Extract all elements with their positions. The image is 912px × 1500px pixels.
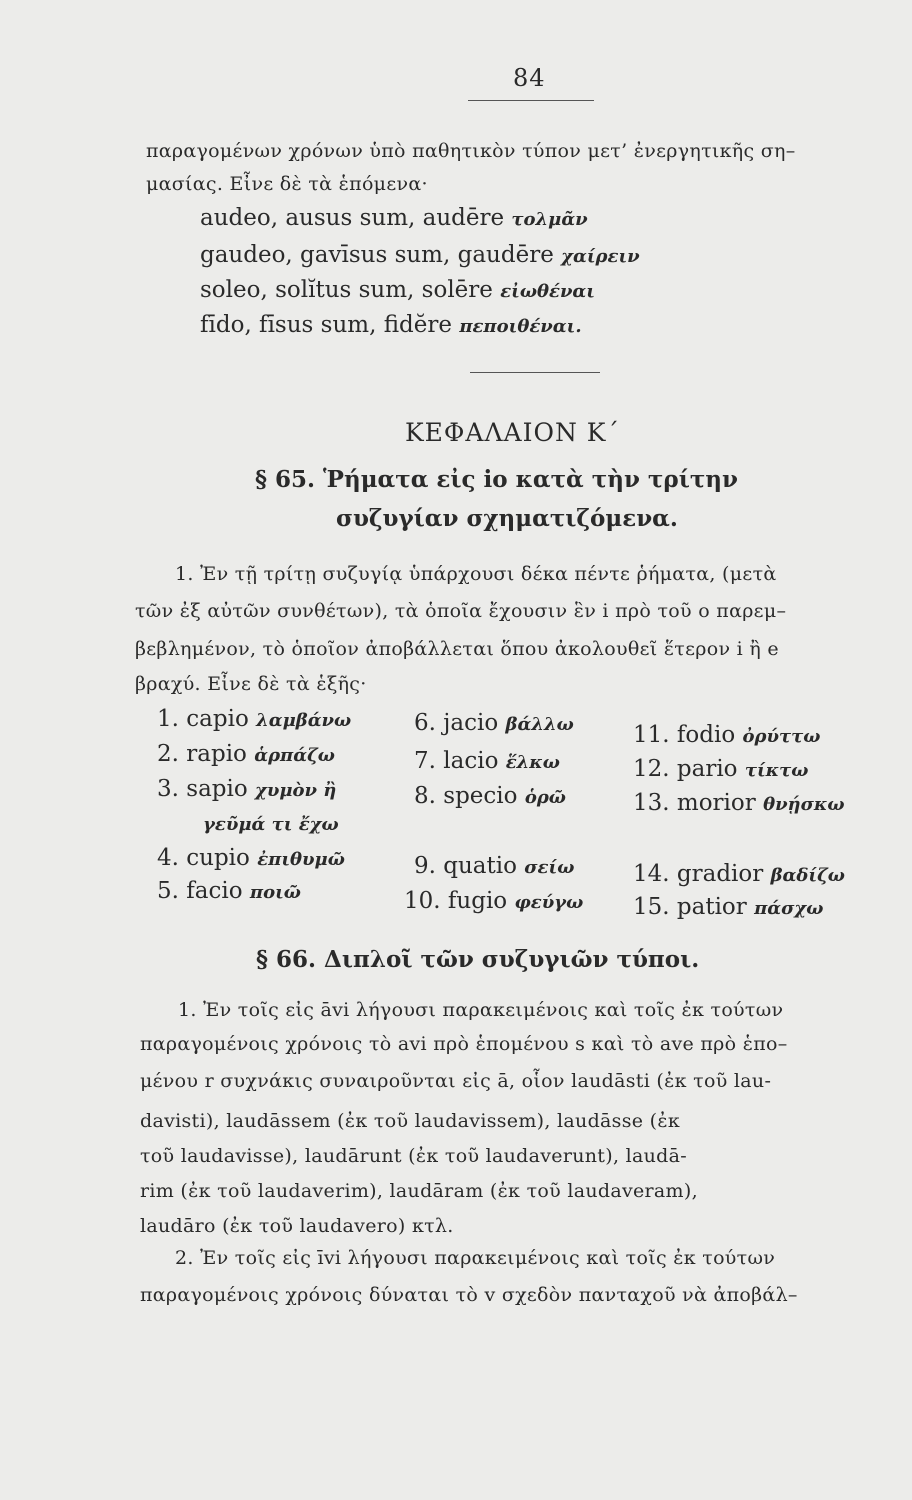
para-65-line-1: 1. Ἐν τῇ τρίτῃ συζυγίᾳ ὑπάρχουσι δέκα πέντε ῥήματα, (μετὰ: [175, 563, 777, 585]
verb-item-3-gloss: γεῦμά τι ἔχω: [203, 814, 339, 835]
deponent-line-4: [200, 312, 582, 338]
verb-item-5: 5. facio ποιῶ: [157, 878, 301, 904]
deponent-latin: soleo, solĭtus sum, solēre: [200, 277, 493, 303]
para-66-1-line-6: rim (ἐκ τοῦ laudaverim), laudāram (ἐκ τοῦ laudaveram),: [140, 1180, 698, 1202]
verb-item-14: 14. gradior βαδίζω: [633, 861, 845, 887]
deponent-latin: audeo, ausus sum, audēre: [200, 205, 505, 231]
section-65-title-line-2: συζυγίαν σχηματιζόμενα.: [336, 505, 678, 532]
intro-line-2: μασίας. Εἶνε δὲ τὰ ἑπόμενα·: [146, 173, 428, 195]
para-66-1-line-2: παραγομένοις χρόνοις τὸ avi πρὸ ἑπομένου s καὶ τὸ ave πρὸ ἑπο–: [140, 1033, 788, 1055]
verb-item-1: 1. capio λαμβάνω: [157, 706, 352, 732]
deponent-line-3: [200, 277, 595, 303]
para-66-2-line-2: παραγομένοις χρόνοις δύναται τὸ v σχεδὸν πανταχοῦ νὰ ἀποβάλ–: [140, 1284, 798, 1306]
section-divider: [470, 372, 600, 373]
para-65-line-2: τῶν ἐξ αὐτῶν συνθέτων), τὰ ὁποῖα ἔχουσιν ἓν i πρὸ τοῦ o παρεμ–: [135, 600, 787, 622]
verb-item-9: 9. quatio σείω: [414, 853, 575, 879]
header-rule: [468, 100, 594, 101]
chapter-heading: ΚΕΦΑΛΑΙΟΝ Κ΄: [405, 418, 620, 447]
para-66-1-line-4: davisti), laudāssem (ἐκ τοῦ laudavissem), laudāsse (ἐκ: [140, 1110, 681, 1132]
para-66-1-line-3: μένου r συχνάκις συναιροῦνται εἰς ā, οἷον laudāsti (ἐκ τοῦ lau-: [140, 1070, 772, 1092]
para-66-1-line-7: laudāro (ἐκ τοῦ laudavero) κτλ.: [140, 1215, 454, 1237]
page-number: 84: [513, 64, 546, 92]
section-65-title-line-1: § 65. Ῥήματα εἰς io κατὰ τὴν τρίτην: [255, 466, 738, 493]
deponent-line-1: [200, 205, 588, 231]
para-65-line-4: βραχύ. Εἶνε δὲ τὰ ἑξῆς·: [135, 673, 367, 695]
para-66-2-line-1: 2. Ἐν τοῖς εἰς īvi λήγουσι παρακειμένοις καὶ τοῖς ἐκ τούτων: [175, 1247, 776, 1269]
intro-line-1: παραγομένων χρόνων ὑπὸ παθητικὸν τύπον μετ’ ἐνεργητικῆς ση–: [146, 140, 796, 162]
verb-item-11: 11. fodio ὀρύττω: [633, 722, 821, 748]
deponent-greek: πεποιθέναι.: [459, 316, 582, 337]
section-66-title: § 66. Διπλοῖ τῶν συζυγιῶν τύποι.: [256, 946, 700, 973]
verb-item-13: 13. morior θνῄσκω: [633, 790, 845, 816]
deponent-line-2: [200, 242, 640, 268]
deponent-latin: gaudeo, gavīsus sum, gaudēre: [200, 242, 554, 268]
para-66-1-line-1: 1. Ἐν τοῖς εἰς āvi λήγουσι παρακειμένοις καὶ τοῖς ἐκ τούτων: [178, 999, 784, 1021]
verb-item-2: 2. rapio ἁρπάζω: [157, 741, 335, 767]
verb-item-6: 6. jacio βάλλω: [414, 710, 574, 736]
verb-item-3: 3. sapio χυμὸν ἢ: [157, 776, 337, 802]
para-66-1-line-5: τοῦ laudavisse), laudārunt (ἐκ τοῦ laudaverunt), laudā-: [140, 1145, 687, 1167]
deponent-latin: fīdo, fīsus sum, fidĕre: [200, 312, 452, 338]
deponent-greek: εἰωθέναι: [500, 281, 595, 302]
para-65-line-3: βεβλημένον, τὸ ὁποῖον ἀποβάλλεται ὅπου ἀκολουθεῖ ἕτερον i ἢ e: [135, 638, 779, 660]
deponent-greek: χαίρειν: [561, 246, 640, 267]
verb-item-8: 8. specio ὁρῶ: [414, 783, 566, 809]
verb-item-15: 15. patior πάσχω: [633, 894, 824, 920]
verb-item-7: 7. lacio ἕλκω: [414, 748, 560, 774]
verb-item-10: 10. fugio φεύγω: [404, 888, 584, 914]
deponent-greek: τολμᾶν: [511, 209, 588, 230]
verb-item-12: 12. pario τίκτω: [633, 756, 809, 782]
verb-item-4: 4. cupio ἐπιθυμῶ: [157, 845, 345, 871]
